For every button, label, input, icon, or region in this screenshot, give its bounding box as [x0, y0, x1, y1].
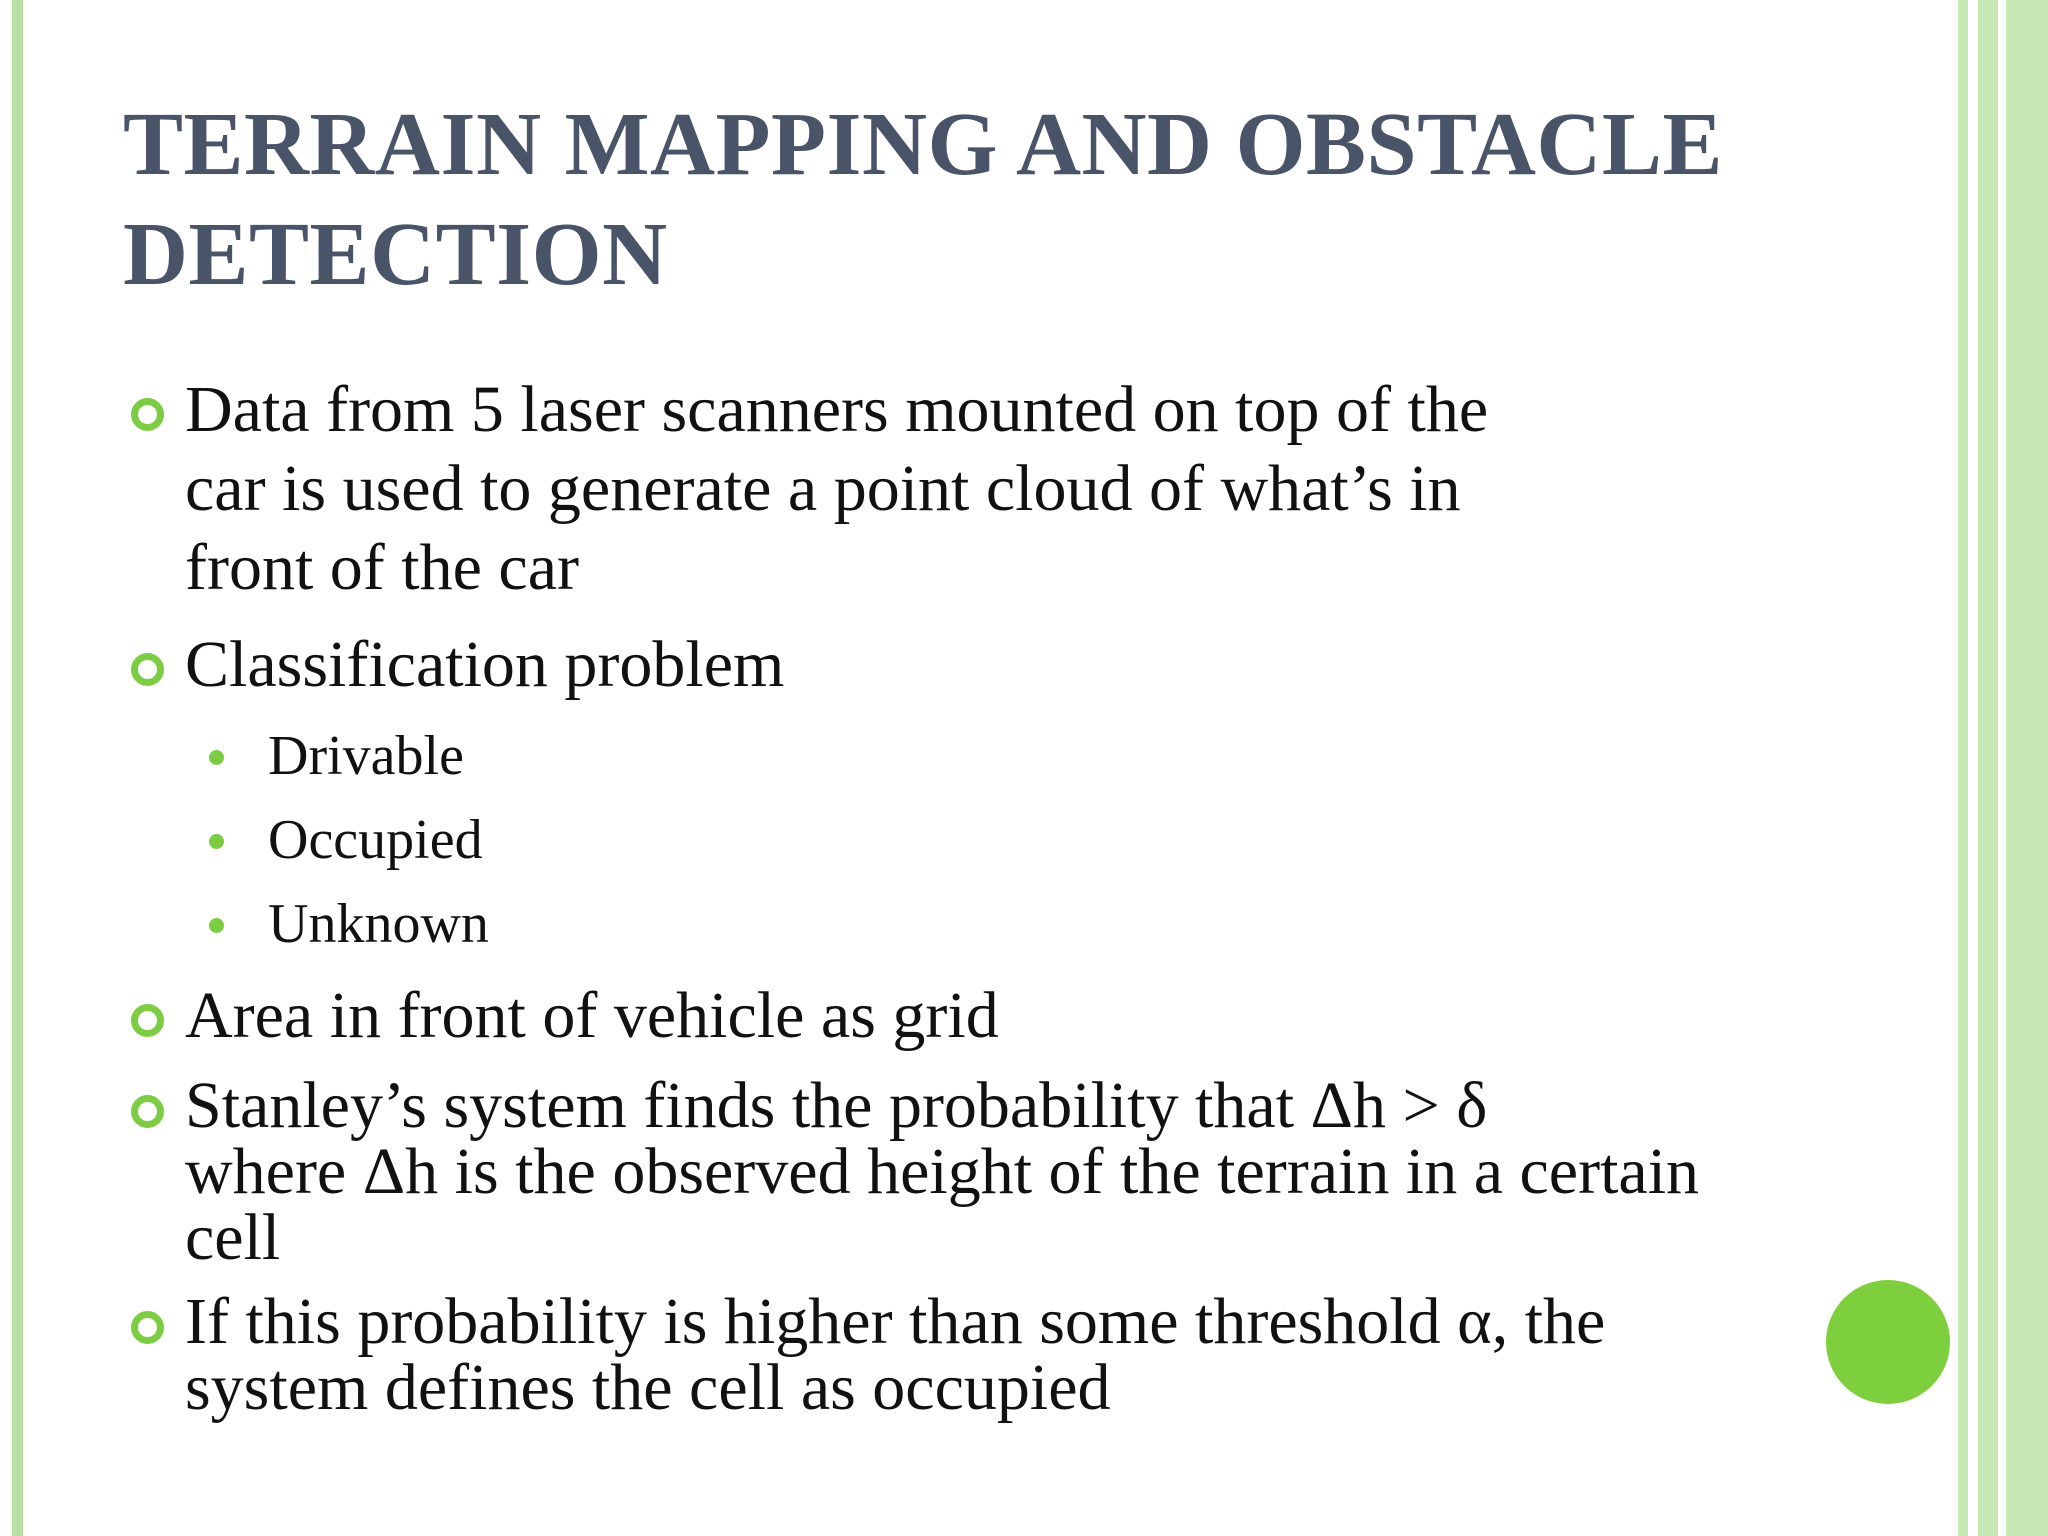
green-circle-decoration [1826, 1280, 1950, 1404]
title-line-1: TERRAIN MAPPING AND OBSTACLE [123, 95, 1723, 194]
bullet-item-1 [123, 370, 1803, 607]
bullet-item-2 [123, 625, 1803, 704]
bullet-5-line-1: If this probability is higher than some threshold α, the [185, 1285, 1606, 1358]
sub-item-label: Occupied [268, 809, 483, 871]
sub-item-drivable [123, 714, 1803, 798]
bullet-5-line-2: system defines the cell as occupied [185, 1351, 1111, 1424]
right-border-stripe-2 [1978, 0, 1998, 1536]
dot-bullet-icon [209, 918, 224, 933]
sub-item-occupied [123, 798, 1803, 882]
dot-bullet-icon [209, 750, 224, 765]
left-border-white [0, 0, 12, 1536]
ring-bullet-icon [131, 398, 164, 431]
sub-item-unknown [123, 882, 1803, 966]
ring-bullet-icon [131, 653, 164, 686]
bullet-item-3 [123, 976, 1803, 1055]
ring-bullet-icon [131, 1004, 164, 1037]
bullet-4-line-3: cell [185, 1201, 281, 1274]
bullet-3-line-1: Area in front of vehicle as grid [185, 979, 999, 1052]
slide-title [123, 90, 1903, 310]
bullet-1-line-3: front of the car [185, 531, 579, 604]
bullet-1-line-2: car is used to generate a point cloud of what’s in [185, 452, 1461, 525]
bullet-4-line-1: Stanley’s system finds the probability that Δh > δ [185, 1069, 1488, 1142]
bullet-list [123, 370, 1803, 1439]
sub-item-label: Drivable [268, 725, 464, 787]
title-line-2: DETECTION [123, 205, 668, 304]
right-border-gap-1 [1968, 0, 1978, 1536]
dot-bullet-icon [209, 834, 224, 849]
bullet-item-4 [123, 1069, 1803, 1274]
bullet-4-line-2: where Δh is the observed height of the terrain in a certain [185, 1135, 1700, 1208]
bullet-item-5 [123, 1285, 1803, 1424]
sub-item-label: Unknown [268, 893, 489, 955]
left-border-green [12, 0, 23, 1536]
right-border-stripe-3 [2006, 0, 2048, 1536]
bullet-1-line-1: Data from 5 laser scanners mounted on top of the [185, 373, 1489, 446]
ring-bullet-icon [131, 1095, 164, 1128]
sub-bullet-list [123, 714, 1803, 966]
right-border-stripe-1 [1958, 0, 1968, 1536]
bullet-2-line-1: Classification problem [185, 628, 785, 701]
right-border-gap-2 [1998, 0, 2006, 1536]
ring-bullet-icon [131, 1311, 164, 1344]
